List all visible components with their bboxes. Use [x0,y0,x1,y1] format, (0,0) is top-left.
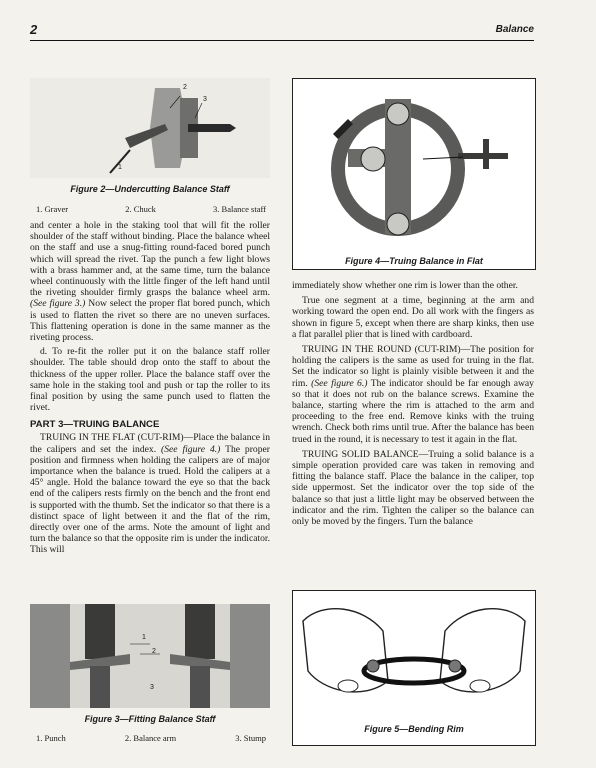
legend-item: 2. Balance arm [124,733,177,743]
figure-5-box [292,590,536,746]
paragraph: and center a hole in the staking tool that will fit the roller shoulder of the staff without binding. Place the balance wheel on the staff and use a snug-fitting round-faced bored punch which will spread the rivet. Tap the punch a few light blows with a brass hammer and, at the same time, turn the balance wheel continuously with the little finger of the left hand until the riveting shoulder firmly grasps the balance wheel arm. (See figure 3.) Now select the proper flat bored punch, which is used to flatten the rivet so there are no uneven surfaces. This flattening operation is done in the same manner as the riveting process. [30,220,270,344]
figure-4-box [292,78,536,270]
page-number: 2 [30,22,38,37]
paragraph: TRUING IN THE FLAT (CUT-RIM)—Place the balance in the calipers and set the index. (See figure 4.) The proper position and firmness when holding the calipers are of major importance when the balance is trued. Hold the calipers at a 45° angle. Hold the balance toward the eye so that the back end of the calipers rests firmly on the bench and the front end is supported with the thumb. Set the indicator so that there is a distinct space of light between it and the flat of the rim, directly over one of the arms. Note the amount of light and turn the balance so that the opposite rim is under the indicator. This will [30,432,270,556]
figure-2-image [30,78,270,178]
paragraph: d. To re-fit the roller put it on the balance staff roller shoulder. The table should drop onto the staff to about the thickness of the upper roller. Place the balance staff over the same hole in the staking tool and push or tap the roller to its final position by using the same punch used to flatten the rivet. [30,346,270,414]
figure-2-callout: 1 [118,164,122,171]
figure-2-legend [36,204,266,214]
figure-2-callout: 2 [183,84,187,91]
figure-3-legend [36,733,266,743]
legend-item: 1. Punch [36,733,66,743]
figure-4-caption: Figure 4—Truing Balance in Flat [345,256,483,266]
legend-item: 2. Chuck [125,204,156,214]
header-rule [30,40,534,41]
figure-3-caption: Figure 3—Fitting Balance Staff [84,714,216,724]
figure-3-callout: 1 [142,634,146,641]
legend-item: 1. Graver [36,204,69,214]
figure-3-callout: 3 [150,684,154,691]
figure-5-image [293,591,535,717]
figure-2-caption: Figure 2—Undercutting Balance Staff [70,184,230,194]
paragraph: immediately show whether one rim is lower than the other. [292,280,518,291]
left-column-text [30,220,270,556]
paragraph: TRUING IN THE ROUND (CUT-RIM)—The position for holding the calipers is the same as used for truing in the flat. Set the indicator so light is plainly visible between it and the rim. (See figure 6.) The indicator should be far enough away so that it does not rub on the balance screws. Examine the balance, starting where the rim is attached to the arm and proceeding to the free end. Remove kinks with the truing wrench. Check both rims until true. After the balance has been trued in the round, it is necessary to test it again in the flat. [292,344,534,445]
paragraph: True one segment at a time, beginning at the arm and working toward the open end. Do all work with the fingers as shown in figure 5, except when there are sharp kinks, then use a flat parallel plier that is lined with cardboard. [292,295,534,340]
figure-4-image [293,79,535,247]
paragraph: TRUING SOLID BALANCE—Truing a solid balance is a simple operation provided care was taken in removing and fitting the balance staff. Place the balance in the caliper, top side uppermost. Set the indicator over the top side of the balance so that just a little light may be observed between the indicator and the rim. Tighten the caliper so the balance can only be moved by the fingers. Turn the balance [292,448,534,528]
legend-item: 3. Stump [235,733,266,743]
figure-3-image [30,604,270,708]
figure-5-caption: Figure 5—Bending Rim [364,724,464,734]
figure-2-callout: 3 [203,96,207,103]
figure-3-callout: 2 [152,648,156,655]
right-column-text [292,280,534,527]
legend-item: 3. Balance staff [213,204,266,214]
section-title: Balance [495,24,534,35]
part-3-heading: PART 3—TRUING BALANCE [30,419,160,431]
